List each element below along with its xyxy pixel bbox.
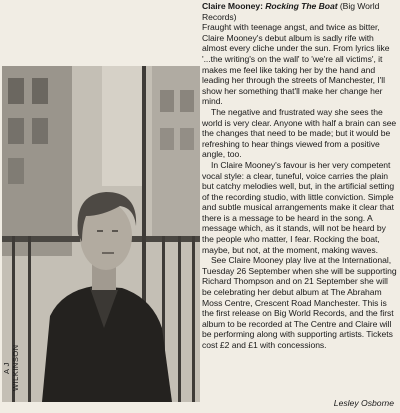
paragraph-2: The negative and frustrated way she sees the world is very clear. Anyone with half a brain can see the changes that need to be made; but it would be refreshing to hear things viewed from a positive angle, too. [202,106,397,160]
photo-credit: A J WILKINSON [2,344,20,392]
headline [202,1,398,22]
review-article [202,1,398,351]
byline: Lesley Osborne [333,398,394,408]
portrait-illustration [2,66,200,402]
record-label: (Big World Records) [202,1,380,22]
paragraph-4: See Claire Mooney play live at the International, Tuesday 26 September when she will be supporting Richard Thompson and on 21 September she will be celebrating her debut album at The Abraham Moss Centre, Crescent Road Manchester. This is the first release on Big World Records, and the first album to be recorded at The Centre and Claire will be performing along with supporting artists. Tickets cost £2 and £1 with concessions. [202,255,397,350]
paragraph-1: Fraught with teenage angst, and twice as bitter, Claire Mooney's debut album is sadly rife with almost every cliche under the sun. From lyrics like '...the writing's on the wall' to 'we're all victims', it makes me feel like taking her by the hand and leading her through the streets of Manchester, I'll show her something that'll make her change her mind. [202,22,390,107]
portrait-photo [2,66,200,402]
paragraph-3: In Claire Mooney's favour is her very competent vocal style: a clear, tuneful, voice carries the plain but catchy melodies well, but, in the artificial setting of the recording studio, with little conviction. Simple and subtle musical arrangements make it clear that there is a message to be heard in the song. A message which, as it stands, will not be heard by the people who matter, I fear. Rocking the boat, maybe, but not, at the moment, making waves. [202,159,395,255]
artist-name: Claire Mooney: [202,1,263,11]
album-title: Rocking The Boat [265,1,338,11]
